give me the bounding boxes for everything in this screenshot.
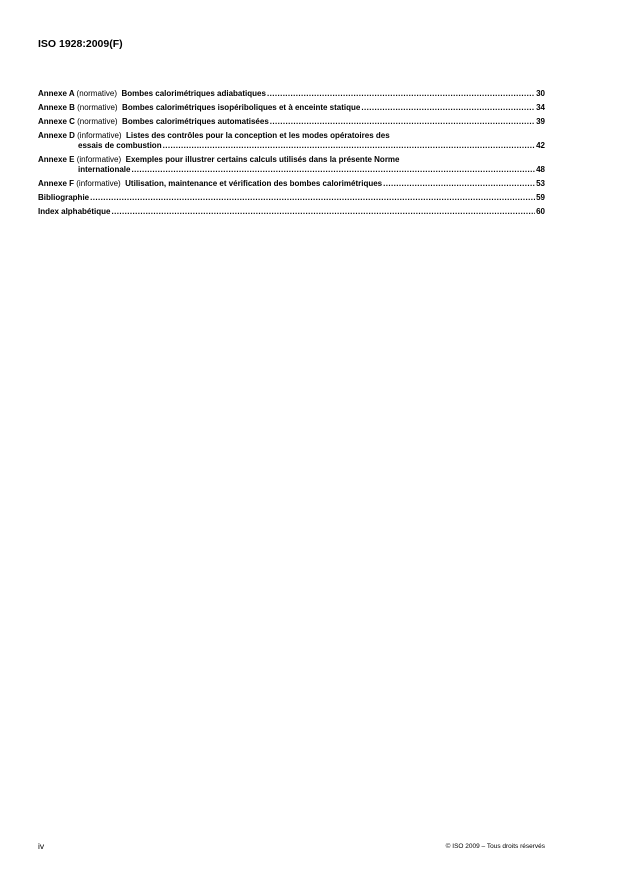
page-number: 60 [536,207,545,216]
entry-title: Index alphabétique [38,207,111,216]
toc-entry-annex-a[interactable] [38,89,545,99]
toc-entry-annex-e[interactable] [38,155,545,175]
entry-title: Bibliographie [38,193,90,202]
annex-title-continued: internationale [78,165,131,174]
annex-kind: (normative) [76,89,117,98]
page-number: 30 [536,89,545,98]
toc-entry-annex-d[interactable] [38,131,545,151]
page-number: 39 [536,117,545,126]
page-number: 59 [536,193,545,202]
dot-leader [163,141,536,151]
toc-entry-annex-f[interactable] [38,179,545,189]
toc-entry-index[interactable] [38,207,545,217]
annex-label: Annexe A [38,89,75,98]
annex-label: Annexe E [38,155,75,164]
toc-entry-annex-c[interactable] [38,117,545,127]
annex-title: Utilisation, maintenance et vérification des bombes calorimétriques [125,179,383,188]
annex-label: Annexe B [38,103,75,112]
annex-label: Annexe D [38,131,75,140]
table-of-contents [38,89,545,221]
annex-title: Exemples pour illustrer certains calculs utilisés dans la présente Norme [125,155,400,164]
dot-leader [383,179,535,189]
page-number: 48 [536,165,545,174]
dot-leader [361,103,535,113]
annex-kind: (informative) [76,155,122,164]
footer-page-number: iv [38,841,45,851]
page-number: 42 [536,141,545,150]
annex-title: Listes des contrôles pour la conception et les modes opératoires des [126,131,390,140]
annex-title: Bombes calorimétriques adiabatiques [121,89,266,98]
annex-kind: (informative) [77,131,122,140]
annex-label: Annexe F [38,179,75,188]
annex-kind: (informative) [76,179,121,188]
page-number: 53 [536,179,545,188]
footer-copyright: © ISO 2009 – Tous droits réservés [445,843,545,850]
document-header-title: ISO 1928:2009(F) [38,38,123,50]
toc-entry-bibliography[interactable] [38,193,545,203]
annex-kind: (normative) [77,117,118,126]
annex-title-continued: essais de combustion [78,141,162,150]
page-number: 34 [536,103,545,112]
dot-leader [90,193,535,203]
annex-label: Annexe C [38,117,75,126]
dot-leader [267,89,535,99]
toc-entry-annex-b[interactable] [38,103,545,113]
annex-kind: (normative) [77,103,118,112]
dot-leader [270,117,535,127]
dot-leader [131,165,535,175]
dot-leader [111,207,535,217]
annex-title: Bombes calorimétriques isopériboliques et à enceinte statique [122,103,361,112]
annex-title: Bombes calorimétriques automatisées [122,117,269,126]
